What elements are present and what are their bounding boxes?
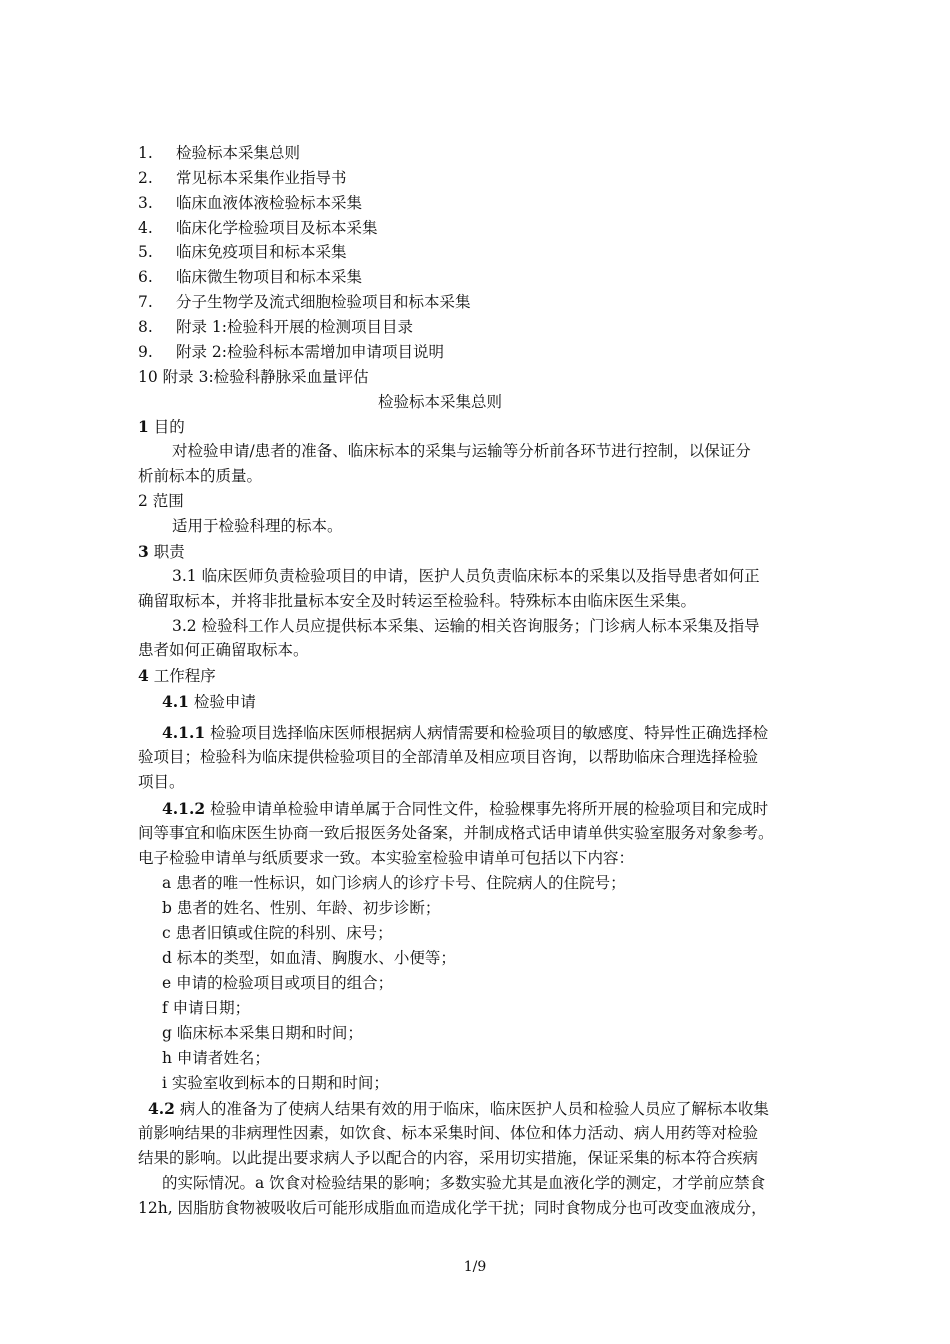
- list-item: i 实验室收到标本的日期和时间；: [162, 1074, 389, 1092]
- toc-item-text: 临床化学检验项目及标本采集: [176, 219, 378, 237]
- toc-item-number: 8.: [138, 318, 153, 336]
- paragraph-line: 前影响结果的非病理性因素，如饮食、标本采集时间、体位和体力活动、病人用药等对检验: [138, 1124, 759, 1142]
- paragraph-line: 电子检验申请单与纸质要求一致。本实验室检验申请单可包括以下内容：: [138, 849, 635, 867]
- list-item: d 标本的类型，如血清、胸腹水、小便等；: [162, 949, 456, 967]
- paragraph-line: 对检验申请/患者的准备、临床标本的采集与运输等分析前各环节进行控制，以保证分: [172, 442, 751, 460]
- list-item: b 患者的姓名、性别、年龄、初步诊断；: [162, 899, 441, 917]
- toc-item-number: 4.: [138, 219, 153, 237]
- paragraph-line: [162, 720, 768, 746]
- document-title: 检验标本采集总则: [377, 393, 502, 411]
- clause-number: 4.1.2: [162, 799, 206, 818]
- toc-item: [138, 315, 413, 340]
- page-number: 1/9: [463, 1259, 487, 1275]
- paragraph-line: 患者如何正确留取标本。: [138, 641, 309, 659]
- toc-item-text: 临床免疫项目和标本采集: [176, 243, 347, 261]
- subsection-number: 4.1: [162, 692, 189, 711]
- toc-item-text: 分子生物学及流式细胞检验项目和标本采集: [176, 293, 471, 311]
- toc-item-number: 7.: [138, 293, 153, 311]
- toc-item: [138, 290, 471, 315]
- section-heading: 2 范围: [138, 492, 184, 510]
- paragraph-line: 12h, 因脂肪食物被吸收后可能形成脂血而造成化学干扰；同时食物成分也可改变血液成分，: [138, 1199, 767, 1217]
- section-number: 3: [138, 542, 149, 561]
- section-heading: [138, 539, 185, 565]
- toc-item-text: 常见标本采集作业指导书: [176, 169, 347, 187]
- toc-item: [138, 141, 300, 166]
- section-heading: [138, 414, 185, 440]
- toc-item-text: 临床微生物项目和标本采集: [176, 268, 363, 286]
- toc-item-number: 3.: [138, 194, 153, 212]
- paragraph-line: 适用于检验科理的标本。: [172, 517, 343, 535]
- toc-item-text: 附录 2:检验科标本需增加申请项目说明: [176, 343, 445, 361]
- clause-text: 病人的准备为了使病人结果有效的用于临床，临床医护人员和检验人员应了解标本收集: [179, 1100, 769, 1118]
- toc-item: 10 附录 3:检验科静脉采血量评估: [138, 368, 369, 386]
- list-item: f 申请日期；: [162, 999, 251, 1017]
- toc-item: [138, 166, 347, 191]
- clause-text: 检验申请单检验申请单属于合同性文件，检验棵事先将所开展的检验项目和完成时: [210, 800, 769, 818]
- paragraph-line: 确留取标本，并将非批量标本安全及时转运至检验科。特殊标本由临床医生采集。: [138, 592, 697, 610]
- toc-item: [138, 340, 444, 365]
- toc-item-number: 5.: [138, 243, 153, 261]
- list-item: h 申请者姓名；: [162, 1049, 270, 1067]
- section-title: 职责: [153, 543, 185, 561]
- paragraph-line: [162, 796, 768, 822]
- paragraph-line: 项目。: [138, 773, 185, 791]
- toc-item-text: 附录 1:检验科开展的检测项目目录: [176, 318, 414, 336]
- toc-item: [138, 265, 362, 290]
- section-number: 4: [138, 666, 149, 685]
- toc-item: [138, 191, 362, 216]
- toc-item-number: 2.: [138, 169, 153, 187]
- toc-item-number: 9.: [138, 343, 153, 361]
- paragraph-line: 3.2 检验科工作人员应提供标本采集、运输的相关咨询服务；门诊病人标本采集及指导: [172, 617, 760, 635]
- subsection-heading: [162, 689, 256, 715]
- subsection-number: 4.2: [148, 1099, 175, 1118]
- subsection-title: 检验申请: [193, 693, 256, 711]
- toc-item-text: 检验标本采集总则: [176, 144, 301, 162]
- toc-item-number: 1.: [138, 144, 153, 162]
- paragraph-line: 析前标本的质量。: [138, 467, 263, 485]
- section-heading: [138, 663, 216, 689]
- paragraph-line: 3.1 临床医师负责检验项目的申请，医护人员负责临床标本的采集以及指导患者如何正: [172, 567, 760, 585]
- toc-item: [138, 216, 378, 241]
- clause-text: 检验项目选择临床医师根据病人病情需要和检验项目的敏感度、特异性正确选择检: [210, 724, 769, 742]
- list-item: g 临床标本采集日期和时间；: [162, 1024, 363, 1042]
- clause-number: 4.1.1: [162, 723, 206, 742]
- toc-item: [138, 240, 347, 265]
- toc-item-number: 6.: [138, 268, 153, 286]
- paragraph-line: 的实际情况。a 饮食对检验结果的影响；多数实验尤其是血液化学的测定，才学前应禁食: [162, 1174, 766, 1192]
- paragraph-line: 验项目；检验科为临床提供检验项目的全部清单及相应项目咨询，以帮助临床合理选择检验: [138, 748, 759, 766]
- paragraph-line: 结果的影响。以此提出要求病人予以配合的内容，采用切实措施，保证采集的标本符合疾病: [138, 1149, 759, 1167]
- paragraph-line: 间等事宜和临床医生协商一致后报医务处备案，并制成格式话申请单供实验室服务对象参考。: [138, 824, 774, 842]
- list-item: c 患者旧镇或住院的科别、床号；: [162, 924, 393, 942]
- section-title: 目的: [153, 418, 185, 436]
- section-title: 工作程序: [153, 667, 216, 685]
- list-item: a 患者的唯一性标识，如门诊病人的诊疗卡号、住院病人的住院号；: [162, 874, 626, 892]
- toc-item-text: 临床血液体液检验标本采集: [176, 194, 363, 212]
- paragraph-line: [148, 1096, 769, 1122]
- section-number: 1: [138, 417, 149, 436]
- list-item: e 申请的检验项目或项目的组合；: [162, 974, 394, 992]
